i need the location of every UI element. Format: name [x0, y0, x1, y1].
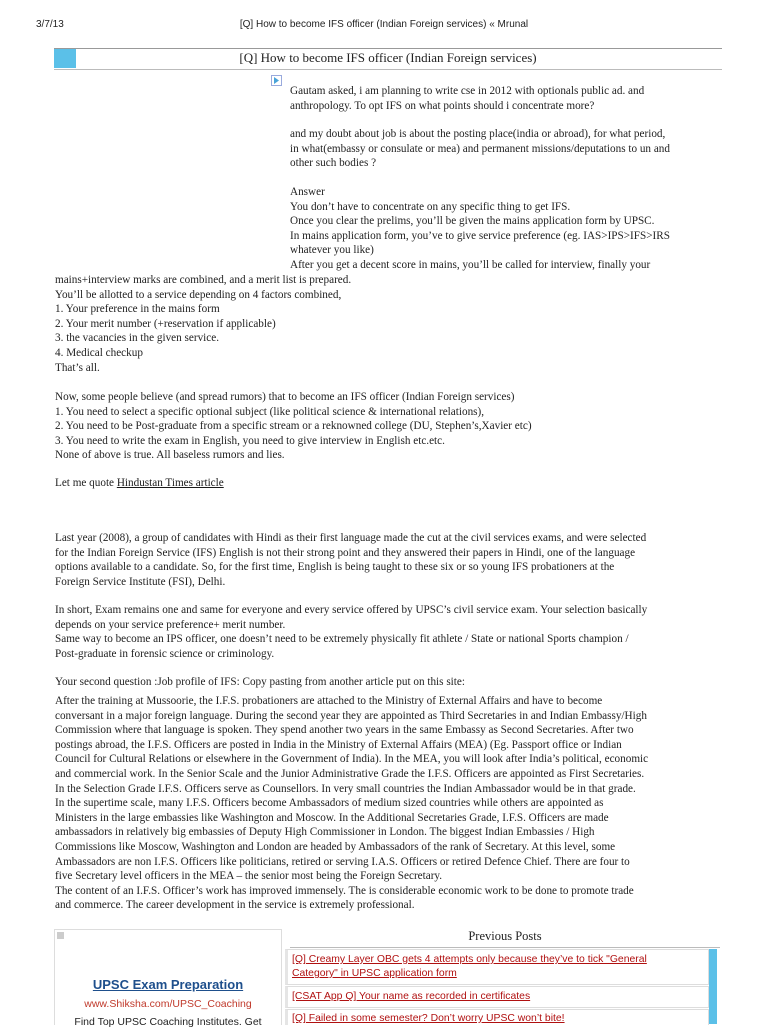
- hindustan-times-link[interactable]: Hindustan Times article: [116, 477, 224, 489]
- factor-line: That’s all.: [55, 361, 100, 374]
- factor-line: 4. Medical checkup: [55, 346, 143, 359]
- factor-line: mains+interview marks are combined, and a merit list is prepared.: [55, 274, 352, 286]
- previous-post-link[interactable]: [Q] Failed in some semester? Don’t worry UPSC won’t bite!: [292, 1013, 565, 1024]
- in-short-line: Same way to become an IPS officer, one doesn’t need to be extremely physically fit athlete / State or national Sports champion /: [55, 633, 629, 646]
- in-short-line: depends on your service preference+ merit number.: [55, 618, 286, 631]
- profile-line: postings abroad, the I.F.S. Officers are posted in India in the Ministry of External Affairs (MEA) (Eg. Passport office or Indian: [55, 738, 622, 751]
- title-bottom-rule: [54, 69, 722, 70]
- factors-block: [55, 273, 725, 375]
- in-short-line: Post-graduate in forensic science or criminology.: [55, 647, 275, 660]
- question-line: and my doubt about job is about the posting place(india or abroad), for what period,: [290, 128, 666, 141]
- question-line: anthropology. To opt IFS on what points should i concentrate more?: [290, 99, 595, 112]
- rumor-line: Now, some people believe (and spread rumors) that to become an IFS officer (Indian Foreign services): [55, 391, 515, 403]
- in-short-line: In short, Exam remains one and same for everyone and every service offered by UPSC’s civil service exam. Your selection basically: [55, 604, 648, 616]
- question-line: Gautam asked, i am planning to write cse in 2012 with optionals public ad. and: [290, 85, 645, 97]
- factor-line: 1. Your preference in the mains form: [55, 303, 220, 316]
- answer-line: In mains application form, you’ve to give service preference (eg. IAS>IPS>IFS>IRS: [290, 229, 670, 242]
- previous-posts-rule: [290, 947, 720, 948]
- previous-post-item[interactable]: [285, 949, 709, 985]
- ad-box[interactable]: [54, 929, 282, 1028]
- profile-line: In the supertime scale, many I.F.S. Officers become Ambassadors of medium sized countries while others are appointed as: [55, 797, 604, 810]
- rumor-line: 1. You need to select a specific optional subject (like political science & international relations),: [55, 405, 485, 418]
- second-question: Your second question :Job profile of IFS: Copy pasting from another article put on this site:: [55, 676, 465, 688]
- profile-line: ambassadors in relatively big embassies of Deputy High Commissioner in London. The biggest Indian Embassies / High: [55, 826, 595, 839]
- rumor-line: 2. You need to be Post-graduate from a specific stream or a reknowned college (DU, Stephen’s,Xavier etc): [55, 420, 532, 433]
- previous-post-link[interactable]: [Q] Creamy Layer OBC gets 4 attempts only because they’ve to tick "General: [292, 954, 647, 965]
- question-block: [290, 84, 720, 171]
- answer-block: [290, 185, 720, 273]
- ad-url[interactable]: www.Shiksha.com/UPSC_Coaching: [84, 998, 252, 1010]
- ad-corner-icon: [57, 932, 64, 939]
- side-accent-bar: [709, 949, 717, 1024]
- ad-text: Find Top UPSC Coaching Institutes. Get: [74, 1016, 262, 1028]
- ht-quote-line: options available to a candidate. So, for the first time, English is being taught to these six or so young IFS probationers at the: [55, 561, 615, 574]
- profile-line: conversant in a major foreign language. During the second year they are appointed as Third Secretaries in and Indian Embassy/High: [55, 709, 647, 722]
- print-page-title: [Q] How to become IFS officer (Indian Foreign services) « Mrunal: [239, 19, 529, 30]
- previous-posts-heading: Previous Posts: [468, 929, 542, 943]
- quote-intro-text: Let me quote: [55, 477, 117, 489]
- ad-title[interactable]: UPSC Exam Preparation: [92, 977, 244, 992]
- profile-line: Ministers in the large embassies like Washington and Moscow. In the Additional Secretaries Grade, I.F.S. Officers are made: [55, 811, 609, 824]
- adchoices-icon[interactable]: [271, 75, 282, 86]
- factor-line: 2. Your merit number (+reservation if applicable): [55, 317, 276, 330]
- ht-quote-block: [55, 531, 745, 589]
- profile-line: and commerce. The career development in the service is extremely professional.: [55, 899, 415, 912]
- ht-quote-line: for the Indian Foreign Service (IFS) English is not their strong point and they answered their papers in Hindi, one of the language: [55, 546, 636, 559]
- previous-post-link[interactable]: [CSAT App Q] Your name as recorded in certificates: [292, 991, 531, 1002]
- previous-post-link[interactable]: Category" in UPSC application form: [292, 968, 457, 979]
- profile-line: five Secretary level officers in the MEA – the senior most being the Foreign Secretary.: [55, 870, 443, 883]
- title-top-rule: [54, 48, 722, 49]
- profile-line: Council for Cultural Relations or elsewhere in the Government of India). In the MEA, you will look after India’s political, economic: [55, 753, 649, 766]
- answer-line: Once you clear the prelims, you’ll be given the mains application form by UPSC.: [290, 215, 655, 228]
- profile-line: and commercial work. In the Senior Scale and the Junior Administrative Grade the I.F.S. Officers are appointed as First Secretaries.: [55, 767, 645, 780]
- previous-post-item[interactable]: [285, 986, 709, 1008]
- question-line: in what(embassy or consulate or mea) and permanent missions/deputations to un and: [290, 142, 670, 155]
- profile-line: In the Selection Grade I.F.S. Officers serve as Counsellors. In very small countries the Indian Ambassador would be in that grade.: [55, 782, 636, 795]
- profile-line: Ambassadors are non I.F.S. Officers like politicians, retired or serving I.A.S. Officers or retired Defence Chief. There are four to: [55, 855, 630, 868]
- profile-line: Commissions like Moscow, Washington and London are headed by Ambassadors of the rank of Secretary. At this level, some: [55, 840, 616, 853]
- answer-line: whatever you like): [290, 244, 374, 257]
- job-profile-block: [55, 694, 745, 913]
- quote-intro: [55, 476, 224, 491]
- rumor-line: 3. You need to write the exam in English, you need to give interview in English etc.etc.: [55, 434, 445, 447]
- print-date: 3/7/13: [36, 19, 64, 30]
- previous-post-item[interactable]: [285, 1009, 709, 1025]
- in-short-block: [55, 603, 745, 661]
- rumors-block: [55, 390, 735, 463]
- factor-line: You’ll be allotted to a service depending on 4 factors combined,: [55, 288, 342, 301]
- rumor-line: None of above is true. All baseless rumors and lies.: [55, 449, 285, 462]
- answer-line: You don’t have to concentrate on any specific thing to get IFS.: [290, 200, 571, 213]
- answer-line: After you get a decent score in mains, you’ll be called for interview, finally your: [290, 258, 651, 271]
- factor-line: 3. the vacancies in the given service.: [55, 332, 220, 345]
- answer-line: Answer: [290, 186, 325, 198]
- profile-line: After the training at Mussoorie, the I.F.S. probationers are attached to the Ministry of External Affairs and have to become: [55, 695, 603, 707]
- ht-quote-line: Foreign Service Institute (FSI), Delhi.: [55, 575, 226, 588]
- article-title: [Q] How to become IFS officer (Indian Foreign services): [239, 50, 537, 65]
- profile-line: Commission where that language is spoken. They spend another two years in the same Embassy as Second Secretaries. After two: [55, 724, 634, 737]
- ht-quote-line: Last year (2008), a group of candidates with Hindi as their first language made the cut at the civil services exams, and were selected: [55, 532, 647, 544]
- previous-posts-section: [290, 929, 720, 948]
- profile-line: The content of an I.F.S. Officer’s work has improved immensely. The is considerable economic work to be done to promote trade: [55, 884, 634, 897]
- question-line: other such bodies ?: [290, 157, 377, 170]
